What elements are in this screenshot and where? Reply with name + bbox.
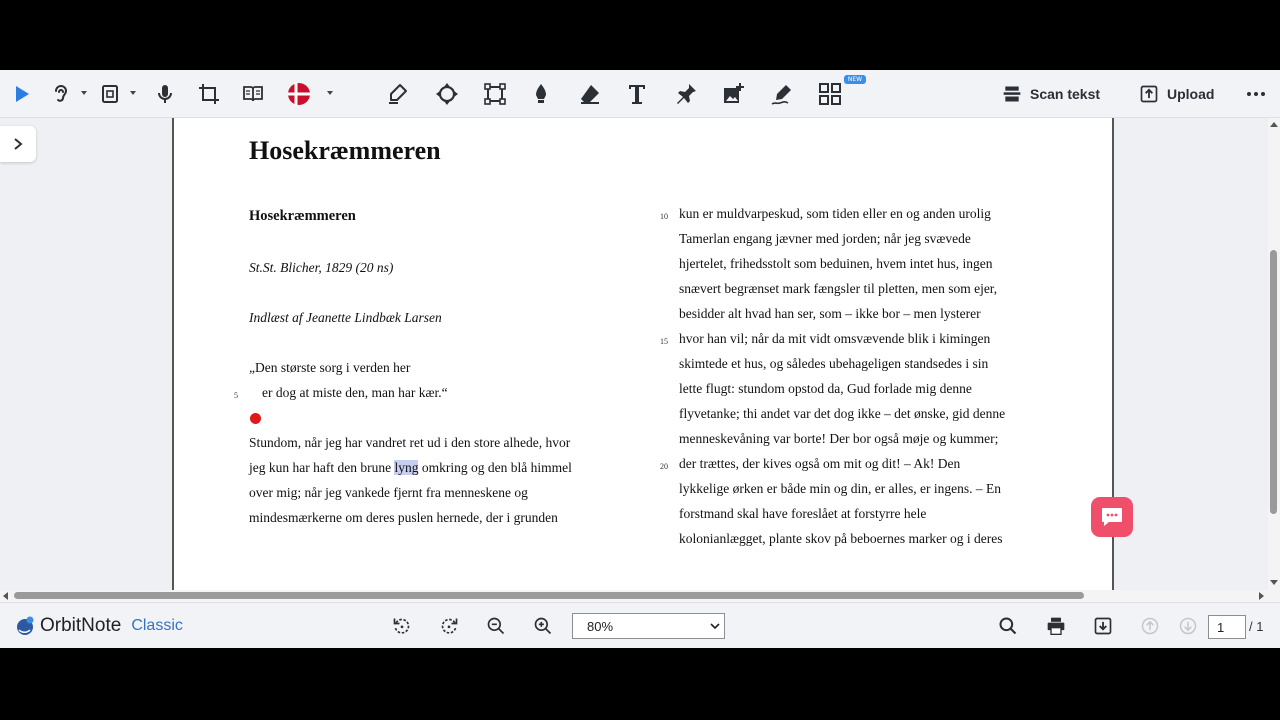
text-line: snævert begrænset mark fængsler til pletten, men som ejer,	[679, 281, 998, 296]
text-line: hvor han vil; når da mit vidt omsvævende blik i kimingen	[679, 331, 991, 346]
horizontal-scroll-thumb[interactable]	[14, 592, 1084, 599]
scroll-right-arrow[interactable]	[1259, 592, 1264, 600]
scroll-down-arrow[interactable]	[1270, 580, 1278, 585]
sidebar-toggle-button[interactable]	[0, 126, 36, 162]
text-line: Stundom, når jeg har vandret ret ud i den store alhede, hvor	[249, 435, 571, 450]
reading-view-button[interactable]	[239, 80, 267, 108]
crop-button[interactable]	[195, 80, 223, 108]
text-line: der trættes, der kives også om mit og dit! – Ak! Den	[679, 456, 961, 471]
insert-image-button[interactable]	[719, 80, 747, 108]
download-button[interactable]	[1091, 614, 1115, 638]
document-viewer[interactable]	[0, 118, 1268, 590]
signature-pen-icon	[770, 82, 794, 106]
quote-line-2: er dog at miste den, man har kær.“	[262, 385, 448, 400]
page-total: / 1	[1249, 619, 1264, 634]
line-number: 10	[660, 212, 668, 221]
brand-logo	[14, 613, 183, 639]
text-line	[249, 460, 572, 476]
scan-text-button[interactable]	[1002, 82, 1100, 106]
move-icon	[435, 82, 459, 106]
upload-icon	[1139, 84, 1159, 104]
shape-tool-button[interactable]	[481, 80, 509, 108]
pen-tool-button[interactable]	[527, 80, 555, 108]
chat-button[interactable]	[1091, 497, 1133, 537]
play-button[interactable]	[8, 80, 36, 108]
main-toolbar	[0, 70, 1280, 118]
chevron-down-icon[interactable]	[325, 88, 335, 98]
text-segment: jeg kun har haft den brune	[249, 460, 395, 475]
chevron-down-icon[interactable]	[128, 88, 138, 98]
document-heading: Hosekræmmeren	[249, 136, 441, 165]
text-line: over mig; når jeg vankede fjernt fra menneskene og	[249, 485, 528, 500]
highlighter-button[interactable]	[384, 80, 412, 108]
page-number-input[interactable]: 1	[1208, 615, 1246, 639]
text-line: lette flugt: stundom opstod da, Gud forlade mig denne	[679, 381, 972, 396]
rotate-left-button[interactable]	[390, 614, 414, 638]
text-line: hjertelet, frihedsstolt som beduinen, hvem intet hus, ingen	[679, 256, 993, 271]
text-t-icon	[625, 82, 649, 106]
eraser-icon	[578, 82, 602, 106]
vertical-scrollbar[interactable]	[1268, 118, 1280, 590]
orbitnote-logo-icon	[14, 615, 36, 637]
grid-icon	[818, 82, 842, 106]
chat-bubble-icon	[1100, 506, 1124, 528]
upload-label: Upload	[1167, 86, 1215, 102]
download-icon	[1093, 616, 1113, 636]
danish-flag-icon	[287, 82, 311, 106]
quote-line-1: „Den største sorg i verden her	[249, 360, 411, 375]
brand-name: OrbitNote	[40, 615, 122, 636]
printer-icon	[1046, 616, 1066, 636]
text-line: besidder alt hvad han ser, som – ikke bor – men lysterer	[679, 306, 981, 321]
scan-text-label: Scan tekst	[1030, 86, 1101, 102]
fountain-pen-icon	[529, 82, 553, 106]
line-number: 5	[234, 391, 238, 400]
new-badge: NEW	[844, 75, 866, 84]
language-button[interactable]	[285, 80, 313, 108]
reading-position-dot[interactable]	[250, 413, 261, 424]
pushpin-icon	[674, 82, 698, 106]
vertical-scroll-thumb[interactable]	[1270, 250, 1277, 514]
text-line: kolonianlægget, plante skov på beboernes marker og i deres	[679, 531, 1003, 546]
brand-edition: Classic	[131, 617, 183, 634]
zoom-level-select[interactable]	[572, 613, 725, 639]
scroll-left-arrow[interactable]	[3, 592, 8, 600]
previous-page-button[interactable]	[1138, 614, 1162, 638]
app-window	[0, 70, 1280, 648]
text-segment: omkring og den blå himmel	[418, 460, 572, 475]
text-line: lykkelige ørken er både min og din, er alles, er ingens. – En	[679, 481, 1002, 496]
scroll-up-arrow[interactable]	[1270, 122, 1278, 127]
line-number: 20	[660, 462, 668, 471]
highlighted-word[interactable]: lyng	[394, 460, 419, 475]
arrow-up-circle-icon	[1140, 616, 1160, 636]
open-book-icon	[241, 82, 265, 106]
text-line: Tamerlan engang jævner med jorden; når jeg svævede	[679, 231, 971, 246]
search-button[interactable]	[996, 614, 1020, 638]
rotate-left-icon	[392, 616, 412, 636]
arrow-down-circle-icon	[1178, 616, 1198, 636]
text-line: menneskevåning var borte! Der bor også møje og kummer;	[679, 431, 999, 446]
text-to-speech-button[interactable]	[46, 80, 74, 108]
eraser-button[interactable]	[576, 80, 604, 108]
subtitle: Hosekræmmeren	[249, 208, 356, 224]
line-number: 15	[660, 337, 668, 346]
apps-grid-button[interactable]	[816, 80, 844, 108]
zoom-in-icon	[533, 616, 553, 636]
bottom-toolbar	[0, 602, 1280, 648]
signature-button[interactable]	[768, 80, 796, 108]
search-icon	[998, 616, 1018, 636]
zoom-out-icon	[486, 616, 506, 636]
text-line: kun er muldvarpeskud, som tiden eller en og anden urolig	[679, 206, 991, 221]
text-line: forstmand skal have foreslået at forstyrre hele	[679, 506, 927, 521]
zoom-value: 80%	[587, 618, 614, 634]
horizontal-scrollbar[interactable]	[0, 590, 1280, 602]
more-options-button[interactable]	[1242, 80, 1270, 108]
move-tool-button[interactable]	[433, 80, 461, 108]
pin-button[interactable]	[672, 80, 700, 108]
author-line: St.St. Blicher, 1829 (20 ns)	[249, 260, 394, 275]
text-line: flyvetanke; thi andet var det dog ikke – det ønske, gid denne	[679, 406, 1006, 421]
zoom-in-button[interactable]	[531, 614, 555, 638]
page-mode-button[interactable]	[96, 80, 124, 108]
text-line: mindesmærkerne om deres puslen hernede, der i grunden	[249, 510, 558, 525]
zoom-out-button[interactable]	[484, 614, 508, 638]
play-icon	[10, 82, 34, 106]
more-horizontal-icon	[1244, 82, 1268, 106]
ear-icon	[48, 82, 72, 106]
chevron-down-icon[interactable]	[79, 88, 89, 98]
chevron-down-icon	[710, 621, 720, 631]
microphone-icon	[153, 82, 177, 106]
page-mode-icon	[98, 82, 122, 106]
rotate-right-button[interactable]	[437, 614, 461, 638]
crop-icon	[197, 82, 221, 106]
text-line: skimtede et hus, og således ubehageligen standsedes i sin	[679, 356, 989, 371]
rotate-right-icon	[439, 616, 459, 636]
add-image-icon	[721, 82, 745, 106]
upload-button[interactable]	[1139, 82, 1214, 106]
next-page-button[interactable]	[1176, 614, 1200, 638]
text-tool-button[interactable]	[623, 80, 651, 108]
square-shape-icon	[483, 82, 507, 106]
print-button[interactable]	[1044, 614, 1068, 638]
microphone-button[interactable]	[151, 80, 179, 108]
document-page	[174, 118, 1112, 590]
chevron-right-icon	[11, 137, 25, 151]
scanner-icon	[1002, 84, 1022, 104]
highlighter-icon	[386, 82, 410, 106]
reader-line: Indlæst af Jeanette Lindbæk Larsen	[249, 310, 442, 325]
